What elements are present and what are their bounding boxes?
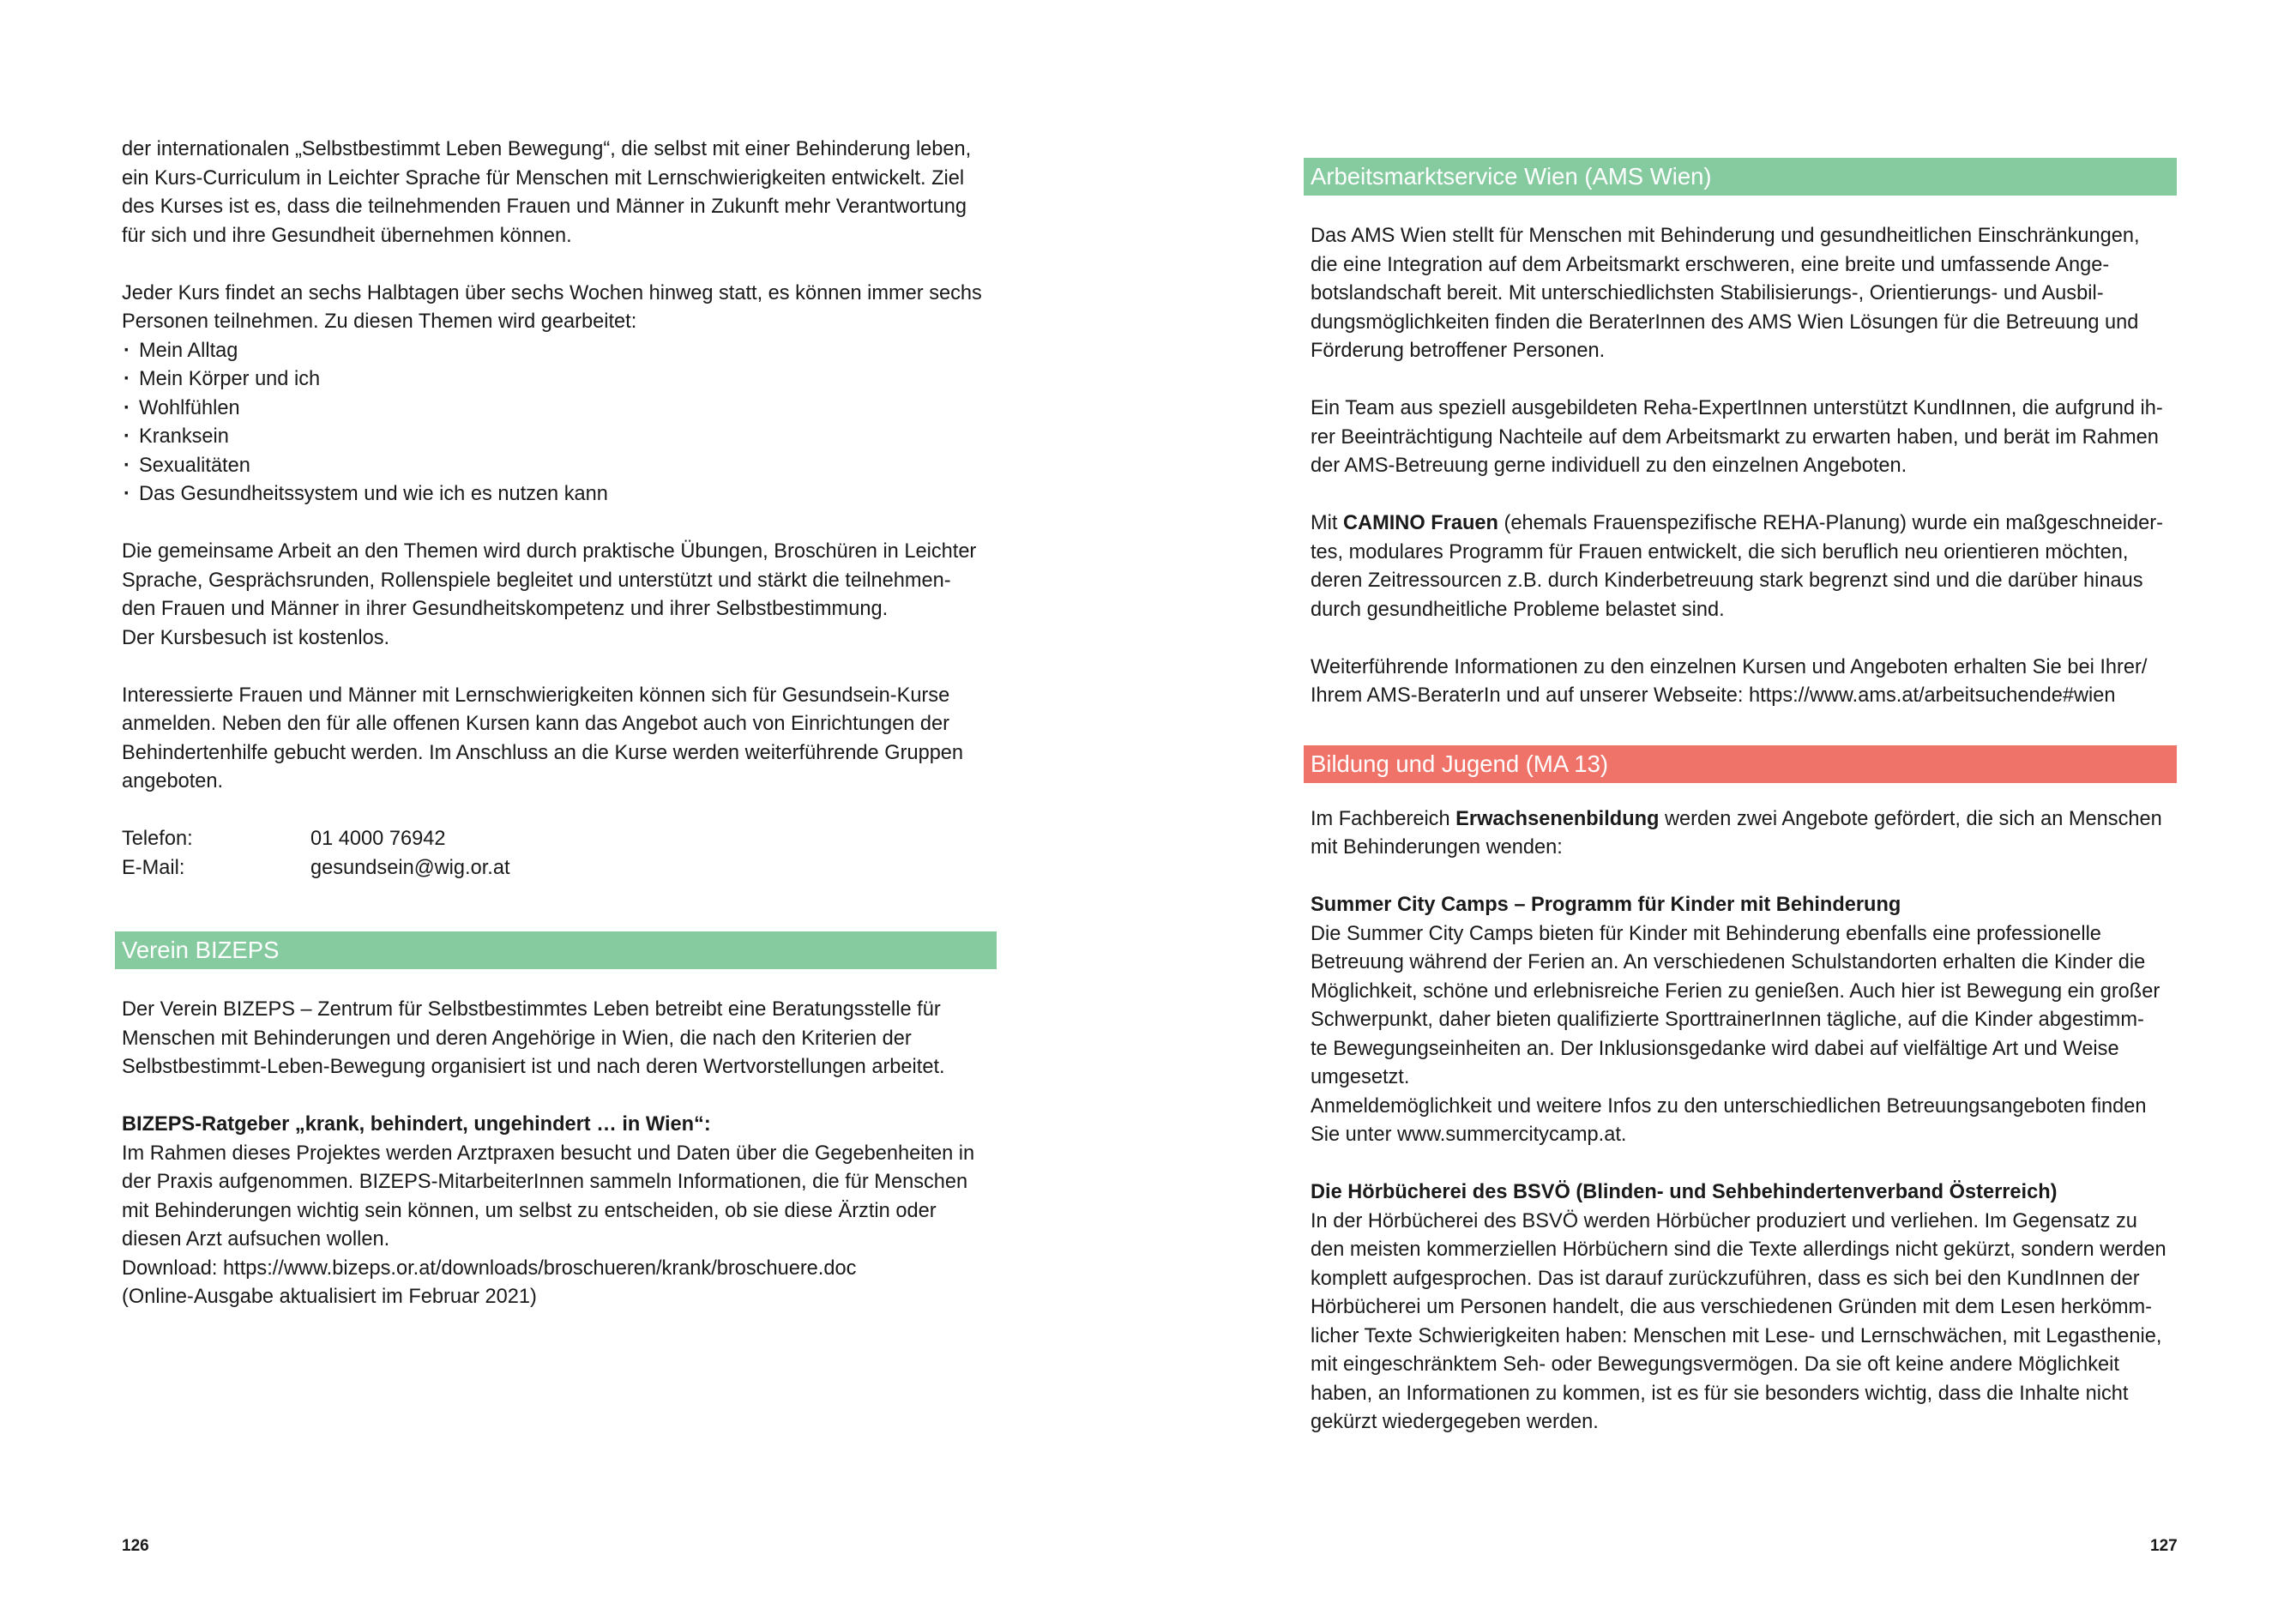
right-column <box>1311 136 2177 1437</box>
scc-line: Schwerpunkt, daher bieten qualifizierte SporttrainerInnen tägliche, auf die Kinder abgestimm- <box>1311 1009 2144 1031</box>
ams-line: die eine Integration auf dem Arbeitsmarkt erschweren, eine breite und umfassende Ange- <box>1311 253 2110 276</box>
ratgeber-line: mit Behinderungen wichtig sein können, um selbst zu entscheiden, ob sie diese Ärztin oder <box>122 1199 937 1222</box>
ma13-heading: Bildung und Jugend (MA 13) <box>1304 745 2177 783</box>
topic-item: · Sexualitäten <box>122 452 997 481</box>
work-line: den Frauen und Männer in ihrer Gesundheitskompetenz und ihrer Selbstbestimmung. <box>122 598 889 620</box>
work-line: Sprache, Gesprächsrunden, Rollenspiele begleitet und unterstützt und stärkt die teilnehmen- <box>122 569 951 592</box>
course-line: Personen teilnehmen. Zu diesen Themen wird gearbeitet: <box>122 310 637 333</box>
camino-line: tes, modulares Programm für Frauen entwickelt, die sich beruflich neu orientieren möchten, <box>1311 540 2129 563</box>
ams-line: Förderung betroffener Personen. <box>1311 340 1606 362</box>
email-value: gesundsein@wig.or.at <box>310 856 510 879</box>
register-line: Behindertenhilfe gebucht werden. Im Anschluss an die Kurse werden weiterführende Gruppen <box>122 741 964 764</box>
camino-first: (ehemals Frauenspezifische REHA-Planung) wurde ein maßgeschneider- <box>1498 512 2163 534</box>
work-line: Die gemeinsame Arbeit an den Themen wird durch praktische Übungen, Broschüren in Leichter <box>122 540 977 563</box>
ratgeber-line: der Praxis aufgenommen. BIZEPS-MitarbeiterInnen sammeln Informationen, die für Menschen <box>122 1171 968 1193</box>
phone-value: 01 4000 76942 <box>310 828 446 850</box>
scc-line: umgesetzt. <box>1311 1066 1410 1088</box>
ams-line: der AMS-Betreuung gerne individuell zu den einzelnen Angeboten. <box>1311 455 1907 477</box>
hb-line: Hörbücherei um Personen handelt, die aus verschiedenen Gründen mit dem Lesen herkömm- <box>1311 1296 2152 1318</box>
hb-line: In der Hörbücherei des BSVÖ werden Hörbücher produziert und verliehen. Im Gegensatz zu <box>1311 1209 2137 1232</box>
work-line: Der Kursbesuch ist kostenlos. <box>122 626 390 649</box>
scc-title: Summer City Camps – Programm für Kinder mit Behinderung <box>1311 894 1901 916</box>
ratgeber-line: diesen Arzt aufsuchen wollen. <box>122 1228 390 1250</box>
camino-line-first <box>1311 509 2177 539</box>
page-number-left: 126 <box>122 1537 149 1555</box>
intro-line: des Kurses ist es, dass die teilnehmenden Frauen und Männer in Zukunft mehr Verantwortung <box>122 196 967 218</box>
ams-line: Das AMS Wien stellt für Menschen mit Behinderung und gesundheitlichen Einschränkungen, <box>1311 225 2140 247</box>
ratgeber-line: Im Rahmen dieses Projektes werden Arztpraxen besucht und Daten über die Gegebenheiten in <box>122 1142 975 1165</box>
ratgeber-line: (Online-Ausgabe aktualisiert im Februar 2021) <box>122 1286 537 1308</box>
course-line: Jeder Kurs findet an sechs Halbtagen über sechs Wochen hinweg statt, es können immer sechs <box>122 281 982 304</box>
hb-line: gekürzt wiedergegeben werden. <box>1311 1411 1599 1433</box>
contact-phone <box>122 825 997 854</box>
camino-name: CAMINO Frauen <box>1343 512 1498 534</box>
hb-line: licher Texte Schwierigkeiten haben: Menschen mit Lese- und Lernschwächen, mit Legasthenie, <box>1311 1324 2162 1347</box>
camino-line: deren Zeitressourcen z.B. durch Kinderbetreuung stark begrenzt sind und die darüber hinaus <box>1311 569 2143 592</box>
topic-item: · Kranksein <box>122 423 997 452</box>
hb-line: mit eingeschränktem Seh- oder Bewegungsvermögen. Da sie oft keine andere Möglichkeit <box>1311 1353 2119 1376</box>
hb-title: Die Hörbücherei des BSVÖ (Blinden- und Sehbehindertenverband Österreich) <box>1311 1181 2058 1203</box>
ams-info-line: Weiterführende Informationen zu den einzelnen Kursen und Angeboten erhalten Sie bei Ihrer/ <box>1311 655 2148 678</box>
intro-line: ein Kurs-Curriculum in Leichter Sprache für Menschen mit Lernschwierigkeiten entwickelt. Ziel <box>122 166 965 190</box>
camino-line: durch gesundheitliche Probleme belastet sind. <box>1311 598 1725 621</box>
topic-item: · Das Gesundheitssystem und wie ich es nutzen kann <box>122 480 997 509</box>
scc-line: Möglichkeit, schöne und erlebnisreiche Ferien zu genießen. Auch hier ist Bewegung ein großer <box>1311 979 2160 1003</box>
ams-info-line: Ihrem AMS-BeraterIn und auf unserer Webseite: https://www.ams.at/arbeitsuchende#wien <box>1311 684 2116 707</box>
hb-line: haben, an Informationen zu kommen, ist es für sie besonders wichtig, dass die Inhalte nicht <box>1311 1382 2129 1405</box>
phone-label: Telefon: <box>122 828 193 850</box>
left-column <box>122 136 997 1312</box>
bizeps-heading: Verein BIZEPS <box>115 931 997 969</box>
scc-line: Die Summer City Camps bieten für Kinder mit Behinderung ebenfalls eine professionelle <box>1311 922 2101 945</box>
topic-item: · Wohlfühlen <box>122 395 997 424</box>
email-label: E-Mail: <box>122 856 185 879</box>
ma13-pre: Im Fachbereich <box>1311 807 1456 830</box>
bizeps-line: Selbstbestimmt-Leben-Bewegung organisiert ist und nach deren Wertvorstellungen arbeitet. <box>122 1056 945 1078</box>
scc-line: Anmeldemöglichkeit und weitere Infos zu den unterschiedlichen Betreuungsangeboten finden <box>1311 1094 2147 1118</box>
ma13-bold: Erwachsenenbildung <box>1455 807 1660 830</box>
ams-line: dungsmöglichkeiten finden die BeraterInnen des AMS Wien Lösungen für die Betreuung und <box>1311 310 2139 334</box>
ams-heading: Arbeitsmarktservice Wien (AMS Wien) <box>1304 158 2177 196</box>
camino-pre: Mit <box>1311 512 1344 534</box>
right-page <box>1148 0 2296 1621</box>
register-line: Interessierte Frauen und Männer mit Lernschwierigkeiten können sich für Gesundsein-Kurse <box>122 684 950 707</box>
hb-line: den meisten kommerziellen Hörbüchern sind die Texte allerdings nicht gekürzt, sondern werden <box>1311 1238 2166 1261</box>
ma13-line: mit Behinderungen wenden: <box>1311 836 1563 859</box>
ratgeber-title: BIZEPS-Ratgeber „krank, behindert, ungehindert … in Wien“: <box>122 1113 711 1136</box>
topic-item: · Mein Alltag <box>122 337 997 366</box>
register-line: anmelden. Neben den für alle offenen Kursen kann das Angebot auch von Einrichtungen der <box>122 713 949 735</box>
bizeps-line: Der Verein BIZEPS – Zentrum für Selbstbestimmtes Leben betreibt eine Beratungsstelle für <box>122 998 941 1021</box>
hb-line: komplett aufgesprochen. Das ist darauf zurückzuführen, dass es sich bei den KundInnen der <box>1311 1267 2140 1290</box>
ma13-first: werden zwei Angebote gefördert, die sich an Menschen <box>1659 807 2162 830</box>
ams-line: rer Beeinträchtigung Nachteile auf dem Arbeitsmarkt zu erwarten haben, und berät im Rahmen <box>1311 425 2159 449</box>
ratgeber-download: Download: https://www.bizeps.or.at/downloads/broschueren/krank/broschuere.doc <box>122 1256 857 1280</box>
topic-list <box>122 337 997 509</box>
intro-line: der internationalen „Selbstbestimmt Leben Bewegung“, die selbst mit einer Behinderung leben, <box>122 138 972 160</box>
ams-line: Ein Team aus speziell ausgebildeten Reha-ExpertInnen unterstützt KundInnen, die aufgrund ih- <box>1311 397 2163 419</box>
scc-line: te Bewegungseinheiten an. Der Inklusionsgedanke wird dabei auf vielfältige Art und Weise <box>1311 1037 2119 1060</box>
scc-line: Sie unter www.summercitycamp.at. <box>1311 1124 1627 1146</box>
scc-line: Betreuung während der Ferien an. An verschiedenen Schulstandorten erhalten die Kinder die <box>1311 951 2146 973</box>
register-line: angeboten. <box>122 770 224 792</box>
page-number-right: 127 <box>2150 1537 2178 1555</box>
contact-email <box>122 854 997 883</box>
ams-line: botslandschaft bereit. Mit unterschiedlichsten Stabilisierungs-, Orientierungs- und Ausbil- <box>1311 282 2104 304</box>
topic-item: · Mein Körper und ich <box>122 365 997 395</box>
intro-line: für sich und ihre Gesundheit übernehmen können. <box>122 224 572 247</box>
bizeps-line: Menschen mit Behinderungen und deren Angehörige in Wien, die nach den Kriterien der <box>122 1027 912 1050</box>
ma13-line-first <box>1311 805 2177 835</box>
